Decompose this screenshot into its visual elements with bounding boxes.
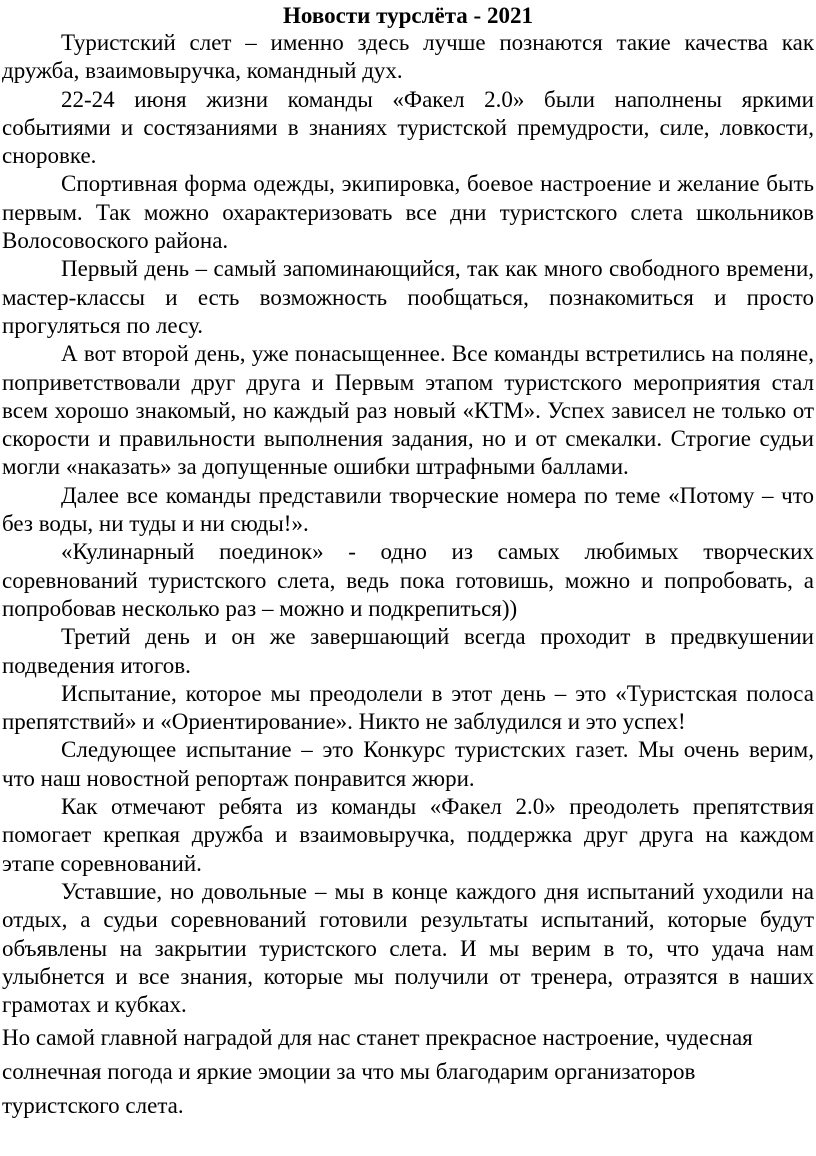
paragraph: «Кулинарный поединок» - одно из самых любимых творческих соревнований туристского слета, ведь пока готовишь, можно и попробовать, а попробовав несколько раз – можно и подкрепиться)): [2, 539, 814, 621]
closing-paragraph: Но самой главной наградой для нас станет прекрасное настроение, чудесная солнечная погода и яркие эмоции за что мы благодарим организаторов туристского слета.: [2, 1025, 753, 1119]
paragraph: Следующее испытание – это Конкурс туристских газет. Мы очень верим, что наш новостной репортаж понравится жюри.: [2, 737, 814, 791]
document-title: Новости турслёта - 2021: [283, 3, 533, 28]
paragraph: Испытание, которое мы преодолели в этот день – это «Туристская полоса препятствий» и «Ориентирование». Никто не заблудился и это успех!: [2, 680, 814, 735]
paragraph: Уставшие, но довольные – мы в конце каждого дня испытаний уходили на отдых, а судьи соревнований готовили результаты испытаний, которые будут объявлены на закрытии туристского слета. И мы верим в то, что удача нам улыбнется и все знания, которые мы получили от тренера, отразятся в наших грамотах и кубках.: [2, 878, 814, 1018]
paragraph: А вот второй день, уже понасыщеннее. Все команды встретились на поляне, поприветствовали друг друга и Первым этапом туристского мероприятия стал всем хорошо знакомый, но каждый раз новый «КТМ». Успех зависел не только от скорости и правильности выполнения задания, но и от смекалки. Строгие судьи могли «наказать» за допущенные ошибки штрафными баллами.: [2, 341, 814, 480]
paragraph: Туристский слет – именно здесь лучше познаются такие качества как дружба, взаимовыручка, командный дух.: [2, 30, 814, 84]
document-body: [2, 29, 814, 1123]
paragraph: Первый день – самый запоминающийся, так как много свободного времени, мастер-классы и есть возможность пообщаться, познакомиться и просто прогуляться по лесу.: [2, 256, 814, 338]
paragraph: 22-24 июня жизни команды «Факел 2.0» были наполнены яркими событиями и состязаниями в знаниях туристской премудрости, силе, ловкости, сноровке.: [2, 86, 814, 169]
paragraph: Далее все команды представили творческие номера по теме «Потому – что без воды, ни туды и ни сюды!».: [2, 482, 814, 537]
paragraph: Третий день и он же завершающий всегда проходит в предвкушении подведения итогов.: [2, 624, 814, 678]
paragraph: Как отмечают ребята из команды «Факел 2.0» преодолеть препятствия помогает крепкая дружба и взаимовыручка, поддержка друг друга на каждом этапе соревнований.: [2, 794, 814, 876]
paragraph: Спортивная форма одежды, экипировка, боевое настроение и желание быть первым. Так можно охарактеризовать все дни туристского слета школьников Волосовоского района.: [2, 171, 814, 254]
